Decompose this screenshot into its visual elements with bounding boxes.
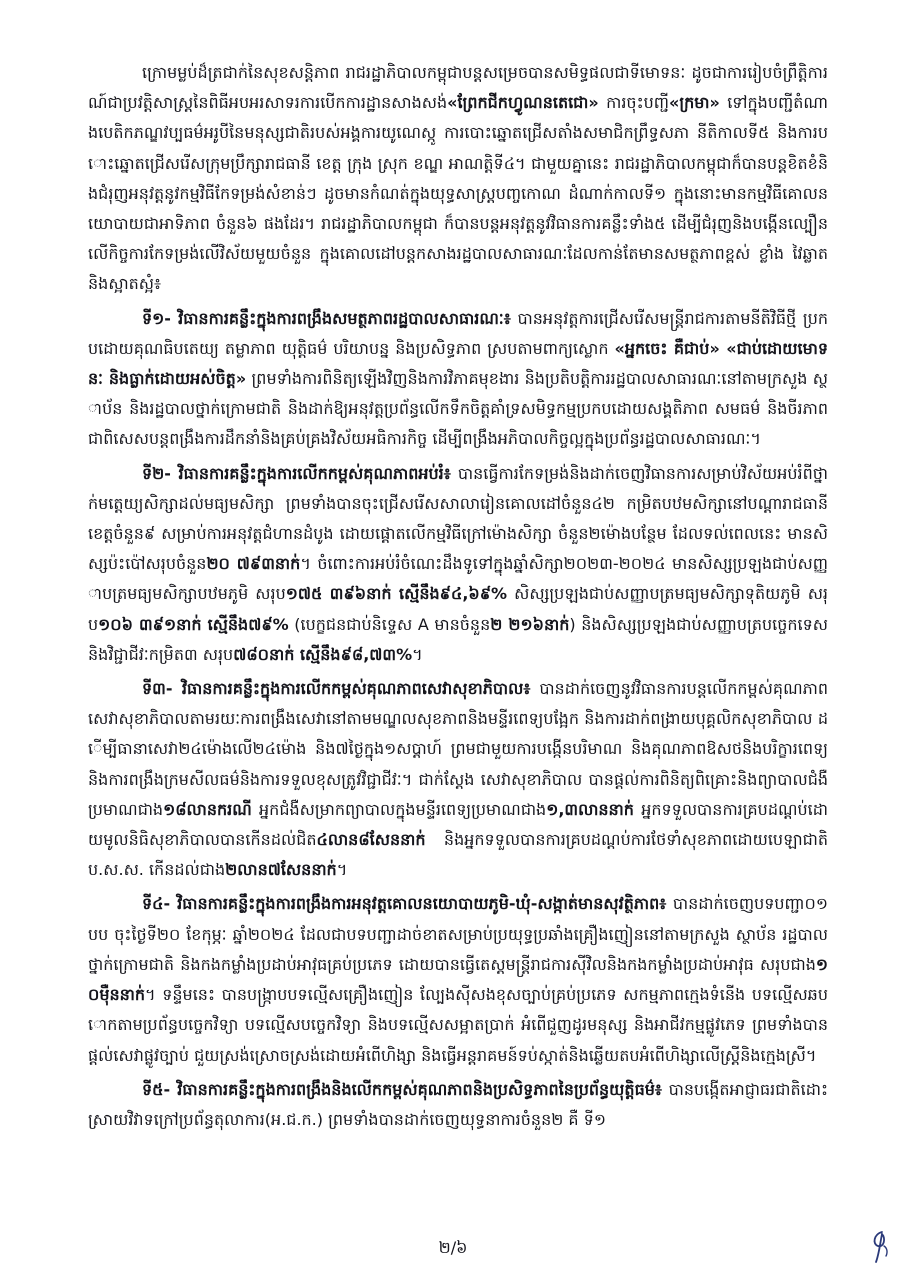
emphasis-text: «ក្រមា» [669,93,720,113]
body-text: ។ [412,644,423,664]
paragraph-intro [88,58,828,300]
body-text: ក្រោមម្លប់ដ៏ត្រជាក់នៃសុខសន្តិភាព រាជរដ្ឋាភិបាលកម្ពុជាបន្តសម្រេចបានសមិទ្ធផលជាទីមោទនៈ ដូចជាការរៀបចំព្រឹត្តិការណ៍ជាប្រវត្តិសាស្ត្រនៃពិធីអបអរសាទរការបើកការដ្ឋានសាងសង់ [88,63,828,113]
body-text: ) និងសិស្សប្រឡងជាប់សញ្ញាបត្របច្ចេកទេសនិងវិជ្ជាជីវៈកម្រិត៣ សរុប [88,614,828,664]
body-text: បានបង្កើតអាជ្ញាធរជាតិដោះស្រាយវិវាទក្រៅប្រព័ន្ធតុលាការ(អ.ជ.ក.) ព្រមទាំងបានដាក់ចេញយុទ្ធនាការចំនួន២ គឺ ទី១ [88,1079,828,1129]
body-text: អ្នកទទួលបានការគ្របដណ្តប់ដោយមូលនិធិសុខាភិបាលបានកើនដល់ជិត [88,799,828,850]
document-page [88,58,828,1208]
paragraph-measure-4 [88,889,828,1070]
emphasis-text: «អ្នកចេះ គឺជាប់» «ជាប់ដោយមោទនៈ និងធ្លាក់ដោយអស់ចិត្ត» [88,338,828,389]
body-text: សិស្សប្រឡងជាប់សញ្ញាបត្រមធ្យមសិក្សាទុតិយភូមិ សរុប [88,584,828,634]
paragraph-measure-3 [88,674,828,885]
paragraph-heading: ទី៤- វិធានការគន្លឹះក្នុងការពង្រឹងការអនុវត្តគោលនយោបាយភូមិ-ឃុំ-សង្កាត់មានសុវត្ថិភាព៖ [142,894,667,914]
emphasis-text: ១៨លានករណី [163,799,252,819]
page-number: ២/៦ [438,1238,468,1257]
body-text: អ្នកជំងឺសម្រាកព្យាបាលក្នុងមន្ទីរពេទ្យប្រមាណជាង [251,799,547,819]
paragraph-heading: ទី៣- វិធានការគន្លឹះក្នុងការលើកកម្ពស់គុណភាពសេវាសុខាភិបាល៖ [142,679,531,699]
emphasis-text: ២លាន៧សែននាក់ [225,860,337,880]
paragraph-measure-1 [88,304,828,455]
paragraph-heading: ទី៥- វិធានការគន្លឹះក្នុងការពង្រឹងនិងលើកកម្ពស់គុណភាពនិងប្រសិទ្ធភាពនៃប្រព័ន្ធយុត្តិធម៌៖ [142,1079,662,1099]
emphasis-text: ១០ម៉ឺននាក់ [88,954,828,1005]
paragraph-measure-2 [88,459,828,670]
paragraph-heading: ទី២- វិធានការគន្លឹះក្នុងការលើកកម្ពស់គុណភាពអប់រំ៖ [142,463,451,483]
body-text: បានដាក់ចេញនូវវិធានការបន្តលើកកម្ពស់គុណភាពសេវាសុខាភិបាលតាមរយៈការពង្រឹងសេវានៅតាមមណ្ឌលសុខភាពនិងមន្ទីរពេទ្យបង្អែក និងការដាក់ពង្រាយបុគ្គលិកសុខាភិបាល ដើម្បីធានាសេវា២៤ម៉ោងលើ២៤ម៉ោង និង៧ថ្ងៃក្នុង១សប្តាហ៍ ព្រមជាមួយការបង្កើនបរិមាណ និងគុណភាពឱសថនិងបរិក្ខារពេទ្យ និងការពង្រឹងក្រមសីលធម៌និងការទទួលខុសត្រូវវិជ្ជាជីវៈ។ ជាក់ស្តែង សេវាសុខាភិបាល បានផ្តល់ការពិនិត្យពិគ្រោះនិងព្យាបាលជំងឺប្រមាណជាង [88,679,828,819]
emphasis-text: ៤លាន៨សែននាក់ [316,830,426,850]
paragraph-measure-5 [88,1075,828,1135]
paragraph-heading: ទី១- វិធានការគន្លឹះក្នុងការពង្រឹងសមត្ថភាពរដ្ឋបាលសាធារណៈ៖ [142,308,511,328]
body-text: ទៅក្នុងបញ្ជីតំណាងបេតិកភណ្ឌវប្បធម៌អរូបីនៃមនុស្សជាតិរបស់អង្គការយូណេស្កូ ការបោះឆ្នោតជ្រើសតាំងសមាជិកព្រឹទ្ធសភា នីតិកាលទី៥ និងការបោះឆ្នោតជ្រើសរើសក្រុមប្រឹក្សារាជធានី ខេត្ត ក្រុង ស្រុក ខណ្ឌ អាណត្តិទី៤។ ជាមួយគ្នានេះ រាជរដ្ឋាភិបាលកម្ពុជាក៏បានបន្តខិតខំនិងជំរុញអនុវត្តនូវកម្មវិធីកែទម្រង់សំខាន់ៗ ដូចមានកំណត់ក្នុងយុទ្ធសាស្ត្របញ្ចកោណ ដំណាក់កាលទី១ ក្នុងនោះមានកម្មវិធីគោលនយោបាយជាអាទិភាព ចំនួន៦ ផងដែរ។ រាជរដ្ឋាភិបាលកម្ពុជា ក៏បានបន្តអនុវត្តនូវវិធានការគន្លឹះទាំង៥ ដើម្បីជំរុញនិងបង្កើនល្បឿនលើកិច្ចការកែទម្រង់លើវិស័យមួយចំនួន ក្នុងគោលដៅបន្តកសាងរដ្ឋបាលសាធារណៈដែលកាន់តែមានសមត្ថភាពខ្ពស់ ខ្លាំង វៃឆ្លាត និងស្អាតស្អំ៖ [88,93,828,294]
emphasis-text: ២០ ៧៩៣នាក់ [206,554,301,574]
emphasis-text: ១០៦ ៣៩១នាក់ ស្មើនឹង៧៩% [98,614,289,634]
emphasis-text: ១៧៥ ៣៩៦នាក់ ស្មើនឹង៩៤,៦៩% [285,584,508,604]
emphasis-text: «ព្រែកជីកហ្វូណនតេជោ» [447,93,599,113]
body-text: (បេក្ខជនជាប់និទ្ទេស A មានចំនួន [288,614,491,634]
emphasis-text: ២ ២១៦នាក់ [490,614,570,634]
body-text: ។ ចំពោះការអប់រំចំណេះដឹងទូទៅក្នុងឆ្នាំសិក្សា២០២៣-២០២៤ មានសិស្សប្រឡងជាប់សញ្ញាបត្រមធ្យមសិក្សាបឋមភូមិ សរុប [88,554,828,604]
body-text: ។ [336,860,348,880]
handwritten-initial-icon [868,1226,892,1266]
body-text: និងអ្នកទទួលបានការគ្របដណ្តប់ការថែទាំសុខភាពដោយបេឡាជាតិ ប.ស.ស. កើនដល់ជាង [88,830,828,880]
body-text: ព្រមទាំងការពិនិត្យឡើងវិញនិងការវិភាគមុខងារ និងប្រតិបត្តិការរដ្ឋបាលសាធារណៈនៅតាមក្រសួង ស្ថាប័ន និងរដ្ឋបាលថ្នាក់ក្រោមជាតិ និងដាក់ឱ្យអនុវត្តប្រព័ន្ធលើកទឹកចិត្តគាំទ្រសមិទ្ធកម្មប្រកបដោយសង្គតិភាព សមធម៌ និងចីរភាព ជាពិសេសបន្តពង្រឹងការដឹកនាំនិងគ្រប់គ្រងវិស័យអធិការកិច្ច ដើម្បីពង្រឹងអភិបាលកិច្ចល្អក្នុងប្រព័ន្ធរដ្ឋបាលសាធារណៈ។ [88,369,828,449]
body-text: ។ ទន្ទឹមនេះ បានបង្ក្រាបបទល្មើសគ្រឿងញៀន ល្បែងស៊ីសងខុសច្បាប់គ្រប់ប្រភេទ សកម្មភាពក្មេងទំនើង បទល្មើសឆបោកតាមប្រព័ន្ធបច្ចេកវិទ្យា បទល្មើសបច្ចេកវិទ្យា និងបទល្មើសសម្អាតប្រាក់ អំពើជួញដូរមនុស្ស និងអាជីវកម្មផ្លូវភេទ ព្រមទាំងបានផ្តល់សេវាផ្លូវច្បាប់ ជួយស្រង់ស្រោចស្រង់ដោយអំពើហិង្សា និងធ្វើអន្តរាគមន៍ទប់ស្កាត់និងឆ្លើយតបអំពើហិង្សាលើស្ត្រីនិងក្មេងស្រី។ [88,985,828,1065]
body-text: បានអនុវត្តការជ្រើសរើសមន្ត្រីរាជការតាមនីតិវិធីថ្មី ប្រកបដោយគុណធិបតេយ្យ តម្លាភាព យុត្តិធម៌ បរិយាបន្ន និងប្រសិទ្ធភាព ស្របតាមពាក្យស្លោក [88,308,828,358]
body-text: បានធ្វើការកែទម្រង់និងដាក់ចេញវិធានការសម្រាប់វិស័យអប់រំពីថ្នាក់មត្តេយ្យសិក្សាដល់មធ្យមសិក្សា ព្រមទាំងបានចុះជ្រើសរើសសាលារៀនគោលដៅចំនួន៤២ កម្រិតបឋមសិក្សានៅបណ្តារាជធានី ខេត្តចំនួន៩ សម្រាប់ការអនុវត្តជំហានដំបូង ដោយផ្តោតលើកម្មវិធីក្រៅម៉ោងសិក្សា ចំនួន២ម៉ោងបន្ថែម ដែលទល់ពេលនេះ មានសិស្សប៉ះប៉ៅសរុបចំនួន [88,463,828,574]
body-text: បានដាក់ចេញបទបញ្ជា០១ បប ចុះថ្ងៃទី២០ ខែកុម្ភៈ ឆ្នាំ២០២៤ ដែលជាបទបញ្ជាដាច់ខាតសម្រាប់ប្រយុទ្ធប្រឆាំងគ្រឿងញៀននៅតាមក្រសួង ស្ថាប័ន រដ្ឋបាលថ្នាក់ក្រោមជាតិ និងកងកម្លាំងប្រដាប់អាវុធគ្រប់ប្រភេទ ដោយបានធ្វើតេស្តមន្ត្រីរាជការស៊ីវិលនិងកងកម្លាំងប្រដាប់អាវុធ សរុបជាង [88,894,828,974]
body-text: ការចុះបញ្ជី [598,93,670,113]
emphasis-text: ៧៨០នាក់ ស្មើនឹង៩៨,៧៣% [233,644,413,664]
emphasis-text: ១,៣លាននាក់ [546,799,634,819]
